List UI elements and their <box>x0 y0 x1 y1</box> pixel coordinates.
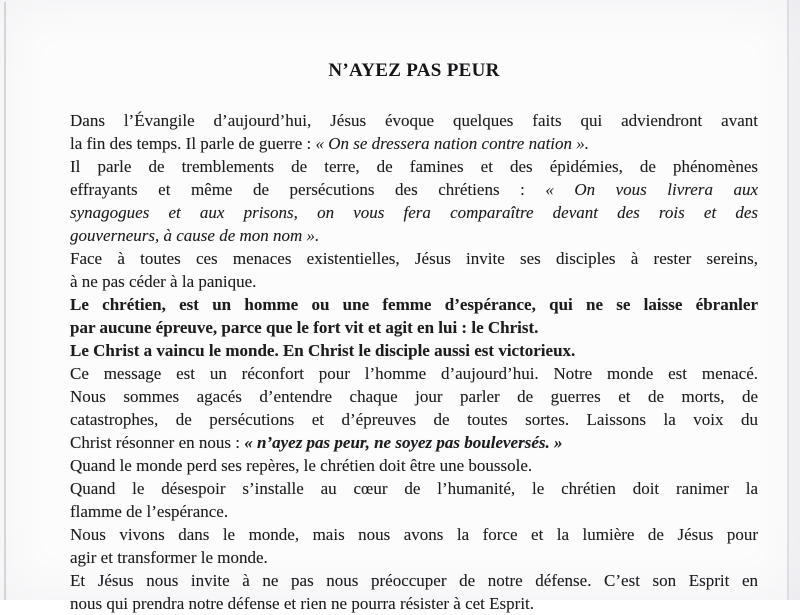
text-line <box>70 546 758 569</box>
page-edge-right-zone <box>789 0 800 600</box>
text-line <box>70 178 758 201</box>
text-segment: Le chrétien, est un homme ou une femme d’espérance, qui ne se laisse ébranler <box>70 295 758 314</box>
text-segment: Dans l’Évangile d’aujourd’hui, Jésus évoque quelques faits qui adviendront avant <box>70 111 758 130</box>
text-segment: à ne pas céder à la panique. <box>70 272 257 291</box>
text-line <box>70 293 758 316</box>
text-line <box>70 155 758 178</box>
text-line <box>70 592 758 615</box>
text-segment: Nous sommes agacés d’entendre chaque jour parler de guerres et de morts, de <box>70 387 758 406</box>
text-line <box>70 270 758 293</box>
text-line <box>70 132 758 155</box>
text-line <box>70 201 758 224</box>
text-line <box>70 431 758 454</box>
text-segment: gouverneurs, à cause de mon nom ». <box>70 226 320 245</box>
text-segment: Il parle de tremblements de terre, de famines et des épidémies, de phénomènes <box>70 157 758 176</box>
text-line <box>70 247 758 270</box>
text-line <box>70 523 758 546</box>
text-line <box>70 339 758 362</box>
text-segment: Nous vivons dans le monde, mais nous avons la force et la lumière de Jésus pour <box>70 525 758 544</box>
text-line <box>70 454 758 477</box>
text-line <box>70 477 758 500</box>
text-segment: « On vous livrera aux <box>545 180 758 199</box>
document-body <box>70 109 758 615</box>
text-segment: effrayants et même de persécutions des chrétiens : <box>70 180 546 199</box>
text-segment: Face à toutes ces menaces existentielles, Jésus invite ses disciples à rester sereins, <box>70 249 758 268</box>
text-segment: Christ résonner en nous : <box>70 433 245 452</box>
text-line <box>70 500 758 523</box>
text-segment: flamme de l’espérance. <box>70 502 229 521</box>
text-segment: la fin des temps. Il parle de guerre : <box>70 134 316 153</box>
text-segment: Le Christ a vaincu le monde. En Christ le disciple aussi est victorieux. <box>70 341 576 360</box>
text-segment: par aucune épreuve, parce que le fort vit et agit en lui : le Christ. <box>70 318 539 337</box>
text-segment: Et Jésus nous invite à ne pas nous préoccuper de notre défense. C’est son Esprit en <box>70 571 758 590</box>
text-line <box>70 362 758 385</box>
text-line <box>70 385 758 408</box>
text-segment: Quand le monde perd ses repères, le chrétien doit être une boussole. <box>70 456 533 475</box>
text-segment: « On se dressera nation contre nation ». <box>315 134 590 153</box>
text-segment: nous qui prendra notre défense et rien ne pourra résister à cet Esprit. <box>70 594 535 613</box>
text-line <box>70 569 758 592</box>
text-segment: catastrophes, de persécutions et d’épreuves de toutes sortes. Laissons la voix du <box>70 410 758 429</box>
text-line <box>70 316 758 339</box>
text-line <box>70 109 758 132</box>
document-content <box>70 0 758 615</box>
text-segment: synagogues et aux prisons, on vous fera comparaître devant des rois et des <box>70 203 758 222</box>
text-segment: Ce message est un réconfort pour l’homme d’aujourd’hui. Notre monde est menacé. <box>70 364 758 383</box>
text-line <box>70 408 758 431</box>
text-segment: Quand le désespoir s’installe au cœur de l’humanité, le chrétien doit ranimer la <box>70 479 758 498</box>
page-edge-left <box>4 2 6 600</box>
text-segment: agir et transformer le monde. <box>70 548 268 567</box>
text-segment: « n’ayez pas peur, ne soyez pas bouleversés. » <box>244 433 563 452</box>
text-line <box>70 224 758 247</box>
page-title: N’AYEZ PAS PEUR <box>328 60 500 81</box>
